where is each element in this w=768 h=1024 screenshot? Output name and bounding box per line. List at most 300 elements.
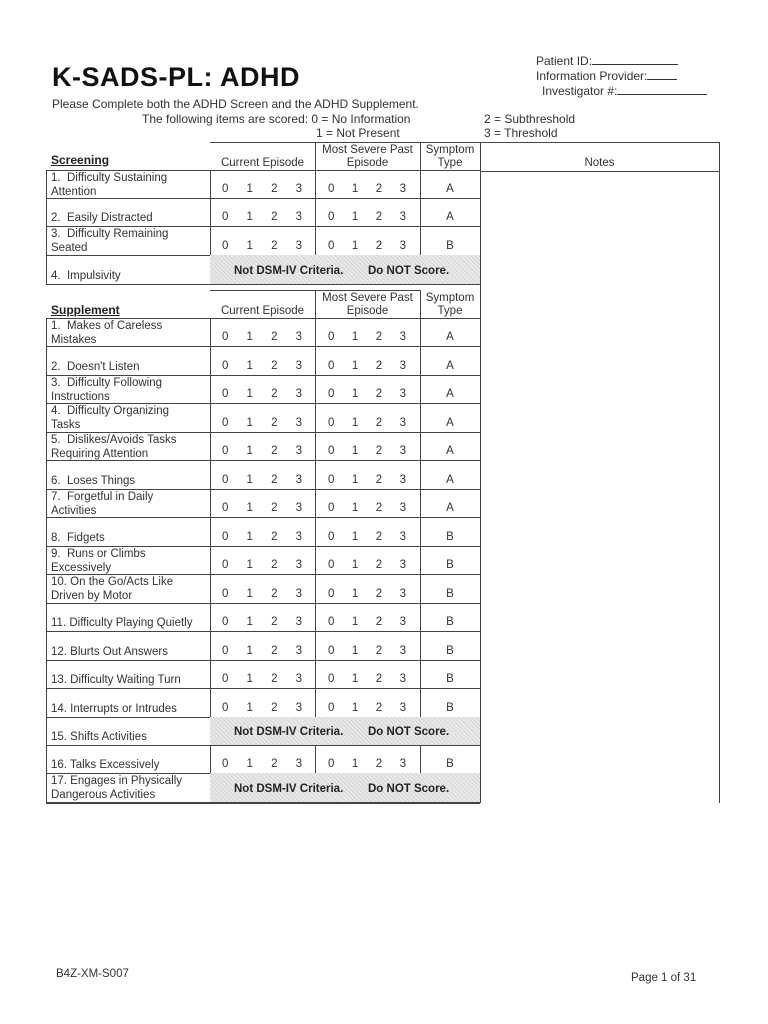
row-bottom-border <box>46 284 480 285</box>
score-option-3[interactable]: 3 <box>399 183 406 195</box>
page-number: Page 1 of 31 <box>631 972 697 984</box>
supplement-current-episode-header: Current Episode <box>220 305 305 317</box>
score-option-3[interactable]: 3 <box>399 211 406 223</box>
row-left-border <box>46 717 47 745</box>
score-option-1[interactable]: 1 <box>246 417 253 429</box>
score-option-3[interactable]: 3 <box>399 702 406 714</box>
current-episode-scores[interactable] <box>222 445 302 457</box>
score-option-2[interactable]: 2 <box>375 616 383 628</box>
past-episode-scores[interactable] <box>328 360 406 372</box>
screening-past-episode-header-2: Episode <box>346 157 389 169</box>
score-option-0[interactable]: 0 <box>222 240 229 252</box>
score-option-0[interactable]: 0 <box>222 531 229 543</box>
current-episode-scores[interactable] <box>222 559 302 571</box>
score-option-0[interactable]: 0 <box>328 360 335 372</box>
score-option-3[interactable]: 3 <box>399 474 406 486</box>
past-episode-scores[interactable] <box>328 445 406 457</box>
score-option-1[interactable]: 1 <box>351 645 359 657</box>
score-option-0[interactable]: 0 <box>328 388 335 400</box>
patient-id-label: Patient ID: <box>536 54 593 68</box>
score-option-0[interactable]: 0 <box>328 240 335 252</box>
score-option-3[interactable]: 3 <box>295 588 302 600</box>
score-option-0[interactable]: 0 <box>328 588 335 600</box>
supplement-past-episode-header-2: Episode <box>346 305 389 317</box>
score-option-1[interactable]: 1 <box>246 702 253 714</box>
score-option-1[interactable]: 1 <box>351 673 359 685</box>
score-option-0[interactable]: 0 <box>328 645 335 657</box>
row-column-divider <box>210 631 211 660</box>
score-option-0[interactable]: 0 <box>328 445 335 457</box>
item-label: 2. Doesn't Listen <box>51 361 140 373</box>
score-option-1[interactable]: 1 <box>351 702 359 714</box>
row-column-divider <box>210 346 211 375</box>
score-option-2[interactable]: 2 <box>375 360 383 372</box>
symptom-type: A <box>446 417 454 429</box>
score-option-2[interactable]: 2 <box>375 758 383 770</box>
score-option-1[interactable]: 1 <box>246 445 253 457</box>
past-episode-scores[interactable] <box>328 559 406 571</box>
symptom-type: B <box>446 240 454 252</box>
symptom-type: A <box>446 388 454 400</box>
score-option-1[interactable]: 1 <box>351 474 359 486</box>
row-left-border <box>46 660 47 688</box>
item-label: 12. Blurts Out Answers <box>51 646 168 658</box>
score-option-2[interactable]: 2 <box>375 388 383 400</box>
score-option-1[interactable]: 1 <box>246 673 253 685</box>
row-column-divider <box>315 546 316 574</box>
score-option-2[interactable]: 2 <box>271 758 278 770</box>
symptom-type: A <box>446 211 454 223</box>
past-episode-scores[interactable] <box>328 331 406 343</box>
score-option-0[interactable]: 0 <box>222 645 229 657</box>
current-episode-scores[interactable] <box>222 417 302 429</box>
score-option-0[interactable]: 0 <box>328 183 335 195</box>
score-option-2[interactable]: 2 <box>375 474 383 486</box>
table-right-border <box>719 142 720 803</box>
current-episode-scores[interactable] <box>222 645 302 657</box>
score-option-3[interactable]: 3 <box>295 702 302 714</box>
score-option-1[interactable]: 1 <box>351 531 359 543</box>
score-option-2[interactable]: 2 <box>271 331 278 343</box>
score-option-2[interactable]: 2 <box>271 616 278 628</box>
current-episode-scores[interactable] <box>222 240 302 252</box>
not-scored-band <box>210 773 480 802</box>
score-option-1[interactable]: 1 <box>351 331 359 343</box>
item-label: 5. Dislikes/Avoids Tasks Requiring Attention <box>51 434 177 460</box>
score-option-0[interactable]: 0 <box>222 502 229 514</box>
symptom-type: B <box>446 758 454 770</box>
row-bottom-border <box>46 346 480 347</box>
score-option-1[interactable]: 1 <box>246 388 253 400</box>
score-option-2[interactable]: 2 <box>271 531 278 543</box>
row-column-divider <box>315 574 316 603</box>
past-episode-scores[interactable] <box>328 702 406 714</box>
score-option-3[interactable]: 3 <box>295 331 302 343</box>
score-option-3[interactable]: 3 <box>399 502 406 514</box>
score-option-3[interactable]: 3 <box>399 559 406 571</box>
form-title: K-SADS-PL: ADHD <box>52 62 300 92</box>
score-option-0[interactable]: 0 <box>328 474 335 486</box>
score-option-0[interactable]: 0 <box>328 331 335 343</box>
symptom-type: A <box>446 474 454 486</box>
score-option-2[interactable]: 2 <box>375 240 383 252</box>
current-episode-scores[interactable] <box>222 616 302 628</box>
score-option-0[interactable]: 0 <box>222 445 229 457</box>
item-label: 9. Runs or Climbs Excessively <box>51 548 146 574</box>
row-bottom-border <box>46 688 480 689</box>
row-left-border <box>46 489 47 517</box>
score-option-2[interactable]: 2 <box>271 183 278 195</box>
current-episode-scores[interactable] <box>222 502 302 514</box>
past-episode-scores[interactable] <box>328 388 406 400</box>
investigator-label: Investigator #: <box>542 84 618 98</box>
past-episode-scores[interactable] <box>328 616 406 628</box>
score-option-2[interactable]: 2 <box>271 702 278 714</box>
score-option-3[interactable]: 3 <box>295 673 302 685</box>
score-option-1[interactable]: 1 <box>351 588 359 600</box>
score-option-2[interactable]: 2 <box>271 559 278 571</box>
score-option-3[interactable]: 3 <box>399 388 406 400</box>
score-option-3[interactable]: 3 <box>399 616 406 628</box>
do-not-score-note: Do NOT Score. <box>368 265 450 277</box>
row-column-divider <box>315 631 316 660</box>
score-option-1[interactable]: 1 <box>351 758 359 770</box>
row-left-border <box>46 603 47 631</box>
score-option-3[interactable]: 3 <box>295 474 302 486</box>
item-label: 3. Difficulty Following Instructions <box>51 377 162 403</box>
item-label: 4. Impulsivity <box>51 270 121 282</box>
row-left-border <box>46 631 47 660</box>
score-option-2[interactable]: 2 <box>375 417 383 429</box>
row-column-divider <box>315 688 316 717</box>
score-option-0[interactable]: 0 <box>222 702 229 714</box>
score-option-0[interactable]: 0 <box>328 616 335 628</box>
score-option-2[interactable]: 2 <box>271 388 278 400</box>
item-label: 7. Forgetful in Daily Activities <box>51 491 154 517</box>
row-column-divider <box>210 432 211 460</box>
score-option-2[interactable]: 2 <box>375 702 383 714</box>
score-option-3[interactable]: 3 <box>399 645 406 657</box>
symptom-type: B <box>446 531 454 543</box>
score-option-1[interactable]: 1 <box>246 474 253 486</box>
past-episode-scores[interactable] <box>328 673 406 685</box>
item-label: 8. Fidgets <box>51 532 105 544</box>
score-option-1[interactable]: 1 <box>246 183 253 195</box>
item-label: 4. Difficulty Organizing Tasks <box>51 405 170 431</box>
score-option-3[interactable]: 3 <box>295 388 302 400</box>
score-option-3[interactable]: 3 <box>295 211 302 223</box>
score-option-1[interactable]: 1 <box>351 559 359 571</box>
row-left-border <box>46 745 47 773</box>
symptom-type: B <box>446 616 454 628</box>
scoring-legend-2: 2 = Subthreshold <box>484 112 576 126</box>
score-option-2[interactable]: 2 <box>271 673 278 685</box>
score-option-0[interactable]: 0 <box>222 211 229 223</box>
score-option-2[interactable]: 2 <box>271 588 278 600</box>
scoring-legend-3: 3 = Threshold <box>484 126 558 140</box>
score-option-3[interactable]: 3 <box>399 417 406 429</box>
score-option-1[interactable]: 1 <box>351 211 359 223</box>
score-option-3[interactable]: 3 <box>295 758 302 770</box>
score-option-1[interactable]: 1 <box>246 331 253 343</box>
past-episode-scores[interactable] <box>328 758 406 770</box>
current-episode-scores[interactable] <box>222 211 302 223</box>
symptom-type: B <box>446 673 454 685</box>
score-option-2[interactable]: 2 <box>271 211 278 223</box>
symptom-type: A <box>446 331 454 343</box>
score-option-3[interactable]: 3 <box>399 240 406 252</box>
score-option-0[interactable]: 0 <box>222 360 229 372</box>
form-code: B4Z-XM-S007 <box>56 968 129 980</box>
score-option-3[interactable]: 3 <box>399 445 406 457</box>
notes-header-border <box>480 171 719 172</box>
score-option-0[interactable]: 0 <box>222 673 229 685</box>
past-episode-scores[interactable] <box>328 474 406 486</box>
row-bottom-border <box>46 631 480 632</box>
row-column-divider <box>315 660 316 688</box>
score-option-0[interactable]: 0 <box>222 417 229 429</box>
row-bottom-border <box>46 660 480 661</box>
row-left-border <box>46 688 47 717</box>
past-episode-scores[interactable] <box>328 417 406 429</box>
past-episode-scores[interactable] <box>328 183 406 195</box>
row-column-divider <box>210 198 211 226</box>
score-option-2[interactable]: 2 <box>375 588 383 600</box>
score-option-1[interactable]: 1 <box>246 588 253 600</box>
row-left-border <box>46 318 47 346</box>
score-option-2[interactable]: 2 <box>375 673 383 685</box>
score-option-1[interactable]: 1 <box>351 240 359 252</box>
score-option-2[interactable]: 2 <box>271 502 278 514</box>
screening-heading: Screening <box>51 153 110 167</box>
score-option-2[interactable]: 2 <box>375 183 383 195</box>
current-episode-scores[interactable] <box>222 588 302 600</box>
past-episode-scores[interactable] <box>328 531 406 543</box>
row-left-border <box>46 574 47 603</box>
score-option-1[interactable]: 1 <box>351 616 359 628</box>
score-option-3[interactable]: 3 <box>399 531 406 543</box>
row-bottom-border <box>46 198 480 199</box>
score-option-0[interactable]: 0 <box>222 559 229 571</box>
score-option-1[interactable]: 1 <box>246 531 253 543</box>
score-option-2[interactable]: 2 <box>271 360 278 372</box>
score-option-1[interactable]: 1 <box>351 183 359 195</box>
row-column-divider <box>315 432 316 460</box>
score-option-3[interactable]: 3 <box>399 331 406 343</box>
current-episode-scores[interactable] <box>222 183 302 195</box>
score-option-3[interactable]: 3 <box>295 645 302 657</box>
score-option-3[interactable]: 3 <box>295 183 302 195</box>
score-option-0[interactable]: 0 <box>222 474 229 486</box>
score-option-1[interactable]: 1 <box>246 211 253 223</box>
row-column-divider <box>315 460 316 489</box>
not-dsm-criteria-note: Not DSM-IV Criteria. <box>234 783 344 795</box>
score-option-1[interactable]: 1 <box>246 360 253 372</box>
row-column-divider <box>315 745 316 773</box>
score-option-2[interactable]: 2 <box>375 211 383 223</box>
row-column-divider <box>210 745 211 773</box>
score-option-2[interactable]: 2 <box>375 331 383 343</box>
score-option-1[interactable]: 1 <box>351 445 359 457</box>
symptom-type: B <box>446 702 454 714</box>
score-option-1[interactable]: 1 <box>351 502 359 514</box>
supplement-heading: Supplement <box>51 303 120 317</box>
score-option-0[interactable]: 0 <box>328 417 335 429</box>
row-column-divider <box>210 517 211 546</box>
row-column-divider <box>210 318 211 346</box>
score-option-1[interactable]: 1 <box>351 417 359 429</box>
score-option-1[interactable]: 1 <box>246 240 253 252</box>
score-option-2[interactable]: 2 <box>375 645 383 657</box>
row-left-border <box>46 773 47 802</box>
score-option-1[interactable]: 1 <box>351 388 359 400</box>
score-option-3[interactable]: 3 <box>295 360 302 372</box>
symptom-type: A <box>446 183 454 195</box>
row-column-divider <box>210 546 211 574</box>
row-column-divider <box>210 603 211 631</box>
current-episode-scores[interactable] <box>222 474 302 486</box>
score-option-0[interactable]: 0 <box>328 211 335 223</box>
score-option-2[interactable]: 2 <box>271 240 278 252</box>
past-episode-scores[interactable] <box>328 502 406 514</box>
score-option-0[interactable]: 0 <box>328 531 335 543</box>
current-episode-scores[interactable] <box>222 388 302 400</box>
table-bottom-border <box>46 803 480 804</box>
current-episode-scores[interactable] <box>222 702 302 714</box>
score-option-3[interactable]: 3 <box>295 240 302 252</box>
score-option-0[interactable]: 0 <box>222 183 229 195</box>
current-episode-scores[interactable] <box>222 758 302 770</box>
score-option-2[interactable]: 2 <box>375 445 383 457</box>
row-left-border <box>46 375 47 403</box>
row-bottom-border <box>46 603 480 604</box>
supplement-symptom-type-header-2: Type <box>437 305 463 317</box>
score-option-0[interactable]: 0 <box>222 588 229 600</box>
row-column-divider <box>315 226 316 255</box>
score-option-0[interactable]: 0 <box>222 758 229 770</box>
score-option-0[interactable]: 0 <box>328 502 335 514</box>
score-option-3[interactable]: 3 <box>295 417 302 429</box>
screening-symptom-type-header-2: Type <box>437 157 463 169</box>
item-label: 16. Talks Excessively <box>51 759 160 771</box>
supplement-symptom-type-header-1: Symptom <box>425 292 475 304</box>
score-option-3[interactable]: 3 <box>399 360 406 372</box>
row-column-divider <box>210 660 211 688</box>
not-scored-band <box>210 717 480 745</box>
score-option-3[interactable]: 3 <box>295 502 302 514</box>
screening-past-episode-header-1: Most Severe Past <box>322 144 413 156</box>
score-option-1[interactable]: 1 <box>351 360 359 372</box>
screening-symptom-type-header-1: Symptom <box>425 144 475 156</box>
item-label: 2. Easily Distracted <box>51 212 153 224</box>
row-column-divider <box>210 226 211 255</box>
row-column-divider <box>210 403 211 432</box>
current-episode-scores[interactable] <box>222 673 302 685</box>
score-option-0[interactable]: 0 <box>222 616 229 628</box>
row-bottom-border <box>46 460 480 461</box>
score-option-3[interactable]: 3 <box>295 559 302 571</box>
current-episode-scores[interactable] <box>222 360 302 372</box>
item-label: 15. Shifts Activities <box>51 731 147 743</box>
score-option-0[interactable]: 0 <box>328 559 335 571</box>
score-option-3[interactable]: 3 <box>399 588 406 600</box>
symptom-type: B <box>446 559 454 571</box>
score-option-0[interactable]: 0 <box>222 331 229 343</box>
row-column-divider <box>315 170 316 198</box>
scoring-intro: The following items are scored: 0 = No Information <box>142 112 411 126</box>
row-bottom-border <box>46 802 480 803</box>
item-label: 11. Difficulty Playing Quietly <box>51 617 193 629</box>
score-option-0[interactable]: 0 <box>328 673 335 685</box>
item-label: 17. Engages in Physically Dangerous Activities <box>51 775 183 801</box>
score-option-1[interactable]: 1 <box>246 616 253 628</box>
row-left-border <box>46 255 47 284</box>
score-option-2[interactable]: 2 <box>375 531 383 543</box>
score-option-1[interactable]: 1 <box>246 645 253 657</box>
symptom-type: A <box>446 445 454 457</box>
item-label: 3. Difficulty Remaining Seated <box>51 228 169 254</box>
symptom-type: A <box>446 502 454 514</box>
item-label: 1. Makes of Careless Mistakes <box>51 320 163 346</box>
score-option-3[interactable]: 3 <box>399 673 406 685</box>
row-left-border <box>46 517 47 546</box>
item-label: 13. Difficulty Waiting Turn <box>51 674 181 686</box>
score-option-0[interactable]: 0 <box>222 388 229 400</box>
score-option-2[interactable]: 2 <box>271 645 278 657</box>
scoring-legend-1: 1 = Not Present <box>316 126 400 140</box>
row-column-divider <box>315 346 316 375</box>
supplement-past-episode-header-1: Most Severe Past <box>322 292 413 304</box>
row-left-border <box>46 346 47 375</box>
item-label: 14. Interrupts or Intrudes <box>51 703 177 715</box>
past-episode-scores[interactable] <box>328 240 406 252</box>
score-option-2[interactable]: 2 <box>375 559 383 571</box>
score-option-2[interactable]: 2 <box>271 445 278 457</box>
score-option-0[interactable]: 0 <box>328 758 335 770</box>
past-episode-scores[interactable] <box>328 645 406 657</box>
past-episode-scores[interactable] <box>328 588 406 600</box>
screening-current-episode-header: Current Episode <box>220 157 305 169</box>
row-left-border <box>46 226 47 255</box>
not-dsm-criteria-note: Not DSM-IV Criteria. <box>234 265 344 277</box>
past-episode-scores[interactable] <box>328 211 406 223</box>
score-option-1[interactable]: 1 <box>246 559 253 571</box>
score-option-0[interactable]: 0 <box>328 702 335 714</box>
score-option-3[interactable]: 3 <box>295 616 302 628</box>
row-left-border <box>46 170 47 198</box>
row-bottom-border <box>46 745 480 746</box>
score-option-3[interactable]: 3 <box>399 758 406 770</box>
symptom-type: A <box>446 360 454 372</box>
score-option-3[interactable]: 3 <box>295 531 302 543</box>
symptom-type: B <box>446 588 454 600</box>
score-option-2[interactable]: 2 <box>375 502 383 514</box>
row-left-border <box>46 403 47 432</box>
not-dsm-criteria-note: Not DSM-IV Criteria. <box>234 726 344 738</box>
score-option-2[interactable]: 2 <box>271 417 278 429</box>
item-label: 1. Difficulty Sustaining Attention <box>51 172 168 198</box>
score-option-3[interactable]: 3 <box>295 445 302 457</box>
row-column-divider <box>210 489 211 517</box>
row-bottom-border <box>46 517 480 518</box>
notes-left-border <box>480 142 481 803</box>
current-episode-scores[interactable] <box>222 331 302 343</box>
row-column-divider <box>315 517 316 546</box>
score-option-1[interactable]: 1 <box>246 758 253 770</box>
score-option-2[interactable]: 2 <box>271 474 278 486</box>
current-episode-scores[interactable] <box>222 531 302 543</box>
score-option-1[interactable]: 1 <box>246 502 253 514</box>
